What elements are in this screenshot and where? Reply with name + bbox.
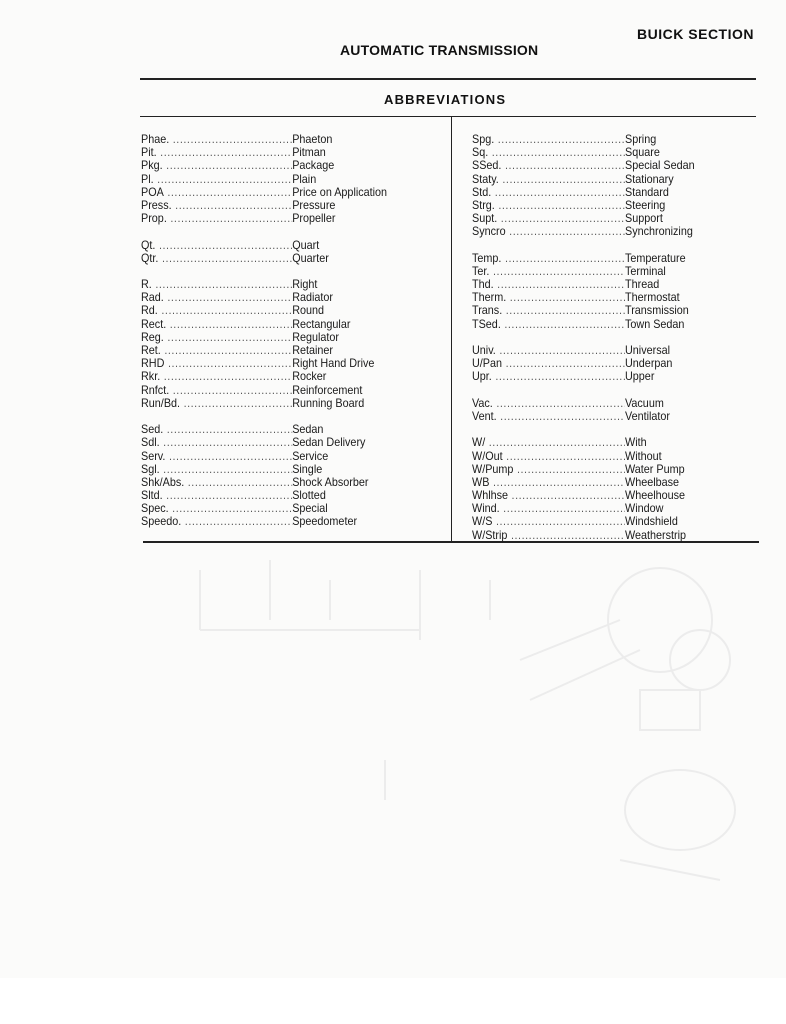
abbreviation-term: R. ..... bbox=[141, 278, 292, 291]
abbreviation-entry bbox=[472, 265, 715, 278]
abbreviation-term: W/ ..... bbox=[472, 436, 625, 449]
abbreviation-meaning: Town Sedan bbox=[625, 316, 685, 331]
abbreviation-meaning: Weatherstrip bbox=[625, 527, 687, 542]
abbreviation-entry bbox=[141, 436, 416, 449]
abbreviation-meaning: Upper bbox=[625, 369, 655, 384]
abbreviation-term: Univ. ..... bbox=[472, 344, 625, 357]
abbreviation-term: Sdl. ..... bbox=[141, 436, 292, 449]
abbreviation-entry bbox=[141, 186, 416, 199]
abbreviation-entry bbox=[141, 357, 416, 370]
abbreviation-group bbox=[141, 133, 446, 225]
abbreviation-term: TSed. ..... bbox=[472, 318, 625, 331]
abbreviation-entry bbox=[141, 239, 416, 252]
abbreviation-entry bbox=[472, 159, 715, 172]
column-divider bbox=[451, 117, 452, 543]
abbreviation-entry bbox=[472, 357, 715, 370]
abbreviation-term: Supt. ..... bbox=[472, 212, 625, 225]
abbreviation-entry bbox=[141, 502, 416, 515]
abbreviation-term: Run/Bd. ..... bbox=[141, 397, 292, 410]
abbreviation-meaning: Square bbox=[625, 145, 660, 160]
abbreviation-meaning: Windshield bbox=[625, 514, 678, 529]
abbreviation-group bbox=[141, 423, 446, 529]
abbreviation-term: Trans. ..... bbox=[472, 304, 625, 317]
abbreviation-meaning: Reinforcement bbox=[292, 382, 363, 397]
heading-divider bbox=[140, 116, 756, 117]
abbreviation-meaning: Regulator bbox=[292, 329, 340, 344]
abbreviation-entry bbox=[141, 291, 416, 304]
abbreviation-meaning: Window bbox=[625, 501, 664, 516]
abbreviation-meaning: Rocker bbox=[292, 369, 327, 384]
abbreviation-term: Whlhse ..... bbox=[472, 489, 625, 502]
abbreviation-meaning: Spring bbox=[625, 132, 657, 146]
abbreviation-meaning: Pressure bbox=[292, 197, 336, 212]
abbreviation-term: Rkr. ..... bbox=[141, 370, 292, 383]
abbreviation-term: Strg. ..... bbox=[472, 199, 625, 212]
abbreviation-meaning: Thermostat bbox=[625, 290, 680, 305]
abbreviation-meaning: Sedan Delivery bbox=[292, 435, 366, 450]
abbreviation-meaning: Wheelbase bbox=[625, 474, 680, 489]
abbreviation-entry bbox=[141, 370, 416, 383]
abbreviation-term: Wind. ..... bbox=[472, 502, 625, 515]
abbreviation-entry bbox=[141, 252, 416, 265]
abbreviation-group bbox=[472, 436, 742, 542]
abbreviation-term: Speedo. ..... bbox=[141, 515, 292, 528]
abbreviation-term: Pit. ..... bbox=[141, 146, 292, 159]
abbreviation-term: Upr. ..... bbox=[472, 370, 625, 383]
abbreviation-meaning: Quart bbox=[292, 237, 320, 252]
abbreviation-meaning: Synchronizing bbox=[625, 224, 693, 239]
abbreviation-entry bbox=[141, 133, 416, 146]
abbreviation-term: Rnfct. ..... bbox=[141, 384, 292, 397]
abbreviation-group bbox=[472, 133, 742, 239]
abbreviation-meaning: Plain bbox=[292, 171, 317, 186]
abbreviation-entry bbox=[472, 344, 715, 357]
abbreviation-meaning: Retainer bbox=[292, 343, 334, 357]
abbreviation-term: W/Out ..... bbox=[472, 450, 625, 463]
abbreviation-entry bbox=[472, 410, 715, 423]
abbreviation-group bbox=[472, 397, 742, 423]
abbreviation-group bbox=[141, 239, 446, 265]
abbreviation-term: Sgl. ..... bbox=[141, 463, 292, 476]
abbreviation-meaning: Standard bbox=[625, 184, 669, 199]
abbreviation-entry bbox=[472, 370, 715, 383]
abbreviation-meaning: Round bbox=[292, 303, 325, 318]
abbreviation-entry bbox=[472, 252, 715, 265]
abbreviation-group bbox=[472, 344, 742, 384]
abbreviation-entry bbox=[141, 476, 416, 489]
abbreviation-entry bbox=[141, 278, 416, 291]
abbreviation-meaning: Price on Application bbox=[292, 184, 388, 199]
abbreviation-entry bbox=[141, 344, 416, 357]
abbreviation-term: Pl. ..... bbox=[141, 173, 292, 186]
abbreviation-term: Vent. ..... bbox=[472, 410, 625, 423]
abbreviation-meaning: Radiator bbox=[292, 290, 334, 305]
top-divider bbox=[140, 78, 756, 80]
abbreviation-meaning: Wheelhouse bbox=[625, 488, 686, 503]
abbreviation-meaning: Ventilator bbox=[625, 408, 671, 423]
abbreviation-term: Temp. ..... bbox=[472, 252, 625, 265]
abbreviation-term: Reg. ..... bbox=[141, 331, 292, 344]
abbreviation-entry bbox=[141, 331, 416, 344]
abbreviation-entry bbox=[472, 186, 715, 199]
abbreviation-meaning: Shock Absorber bbox=[292, 474, 369, 489]
abbreviation-meaning: Pitman bbox=[292, 145, 326, 160]
abbreviation-term: Vac. ..... bbox=[472, 397, 625, 410]
abbreviation-term: W/S ..... bbox=[472, 515, 625, 528]
abbreviation-term: RHD ..... bbox=[141, 357, 292, 370]
abbreviation-meaning: Special Sedan bbox=[625, 158, 695, 173]
abbreviation-term: SSed. ..... bbox=[472, 159, 625, 172]
abbreviation-meaning: Support bbox=[625, 211, 663, 226]
abbreviation-term: Syncro ..... bbox=[472, 225, 625, 238]
abbreviation-meaning: Slotted bbox=[292, 488, 326, 503]
abbreviation-meaning: Phaeton bbox=[292, 132, 333, 146]
abbreviation-term: Spg. ..... bbox=[472, 133, 625, 146]
abbreviation-term: Ter. ..... bbox=[472, 265, 625, 278]
abbreviation-entry bbox=[141, 318, 416, 331]
abbreviation-meaning: Water Pump bbox=[625, 461, 685, 476]
abbreviation-meaning: Right bbox=[292, 277, 318, 292]
abbreviations-right-column bbox=[472, 133, 742, 555]
abbreviation-meaning: Vacuum bbox=[625, 395, 664, 410]
abbreviation-meaning: Sedan bbox=[292, 422, 324, 437]
abbreviation-term: Press. ..... bbox=[141, 199, 292, 212]
abbreviation-entry bbox=[472, 173, 715, 186]
abbreviation-term: Qt. ..... bbox=[141, 239, 292, 252]
abbreviation-entry bbox=[141, 384, 416, 397]
abbreviation-term: Rd. ..... bbox=[141, 304, 292, 317]
abbreviation-term: Serv. ..... bbox=[141, 450, 292, 463]
abbreviation-term: U/Pan ..... bbox=[472, 357, 625, 370]
abbreviation-meaning: Transmission bbox=[625, 303, 689, 318]
abbreviation-meaning: Stationary bbox=[625, 171, 674, 186]
abbreviation-entry bbox=[472, 318, 715, 331]
abbreviation-meaning: Service bbox=[292, 448, 329, 463]
abbreviation-meaning: With bbox=[625, 435, 647, 450]
abbreviations-heading: ABBREVIATIONS bbox=[384, 92, 507, 107]
abbreviation-term: Sq. ..... bbox=[472, 146, 625, 159]
abbreviation-term: Rad. ..... bbox=[141, 291, 292, 304]
abbreviation-term: W/Strip ..... bbox=[472, 529, 625, 542]
abbreviation-entry bbox=[472, 502, 715, 515]
abbreviation-term: POA ..... bbox=[141, 186, 292, 199]
abbreviation-meaning: Running Board bbox=[292, 395, 365, 410]
abbreviation-entry bbox=[472, 397, 715, 410]
abbreviation-meaning: Rectangular bbox=[292, 316, 351, 331]
abbreviation-entry bbox=[141, 146, 416, 159]
abbreviation-term: Ret. ..... bbox=[141, 344, 292, 357]
abbreviation-term: Pkg. ..... bbox=[141, 159, 292, 172]
abbreviation-meaning: Thread bbox=[625, 277, 660, 292]
abbreviation-group bbox=[472, 252, 742, 331]
abbreviations-left-column bbox=[141, 133, 446, 542]
abbreviation-entry bbox=[472, 133, 715, 146]
abbreviation-meaning: Package bbox=[292, 158, 335, 173]
abbreviation-term: Sed. ..... bbox=[141, 423, 292, 436]
abbreviation-meaning: Steering bbox=[625, 197, 666, 212]
abbreviation-entry bbox=[472, 529, 715, 542]
abbreviation-term: Shk/Abs. ..... bbox=[141, 476, 292, 489]
abbreviation-entry bbox=[141, 450, 416, 463]
abbreviation-term: Std. ..... bbox=[472, 186, 625, 199]
abbreviation-meaning: Special bbox=[292, 501, 328, 516]
abbreviation-term: Rect. ..... bbox=[141, 318, 292, 331]
abbreviation-entry bbox=[141, 489, 416, 502]
abbreviation-meaning: Right Hand Drive bbox=[292, 356, 375, 371]
abbreviation-entry bbox=[141, 212, 416, 225]
abbreviation-meaning: Without bbox=[625, 448, 662, 463]
abbreviation-term: Phae. ..... bbox=[141, 133, 292, 146]
abbreviation-meaning: Underpan bbox=[625, 356, 673, 371]
abbreviation-meaning: Propeller bbox=[292, 211, 336, 226]
abbreviation-entry bbox=[141, 199, 416, 212]
abbreviation-entry bbox=[141, 159, 416, 172]
abbreviation-entry bbox=[141, 515, 416, 528]
abbreviation-meaning: Temperature bbox=[625, 250, 686, 265]
abbreviation-term: W/Pump ..... bbox=[472, 463, 625, 476]
abbreviation-term: WB ..... bbox=[472, 476, 625, 489]
abbreviation-entry bbox=[141, 304, 416, 317]
abbreviation-entry bbox=[472, 199, 715, 212]
page-bottom-margin bbox=[0, 978, 786, 1024]
abbreviation-meaning: Speedometer bbox=[292, 514, 358, 529]
section-label: BUICK SECTION bbox=[637, 26, 754, 42]
abbreviation-meaning: Universal bbox=[625, 343, 671, 357]
abbreviation-term: Staty. ..... bbox=[472, 173, 625, 186]
abbreviation-entry bbox=[472, 489, 715, 502]
abbreviation-term: Spec. ..... bbox=[141, 502, 292, 515]
abbreviation-group bbox=[141, 278, 446, 410]
abbreviation-term: Prop. ..... bbox=[141, 212, 292, 225]
abbreviation-meaning: Quarter bbox=[292, 250, 329, 265]
abbreviation-entry bbox=[141, 463, 416, 476]
abbreviation-meaning: Terminal bbox=[625, 263, 666, 278]
abbreviation-entry bbox=[141, 423, 416, 436]
abbreviation-term: Thd. ..... bbox=[472, 278, 625, 291]
page-title: AUTOMATIC TRANSMISSION bbox=[340, 42, 539, 58]
abbreviation-entry bbox=[472, 225, 715, 238]
abbreviation-term: Sltd. ..... bbox=[141, 489, 292, 502]
abbreviation-entry bbox=[472, 436, 715, 449]
abbreviation-term: Qtr. ..... bbox=[141, 252, 292, 265]
abbreviation-meaning: Single bbox=[292, 461, 323, 476]
abbreviation-term: Therm. ..... bbox=[472, 291, 625, 304]
abbreviation-entry bbox=[141, 397, 416, 410]
